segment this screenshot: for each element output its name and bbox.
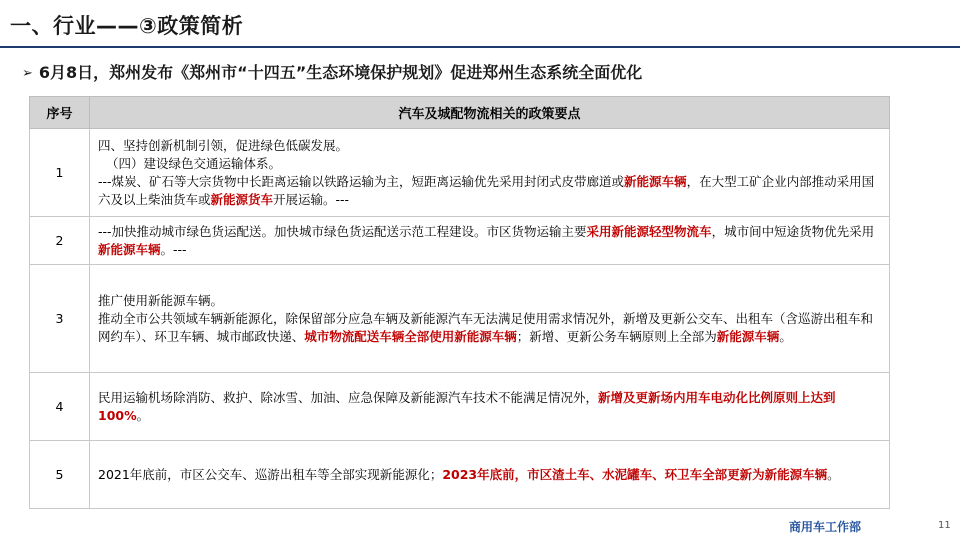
row-content [90,129,890,217]
row-text: ；新增、更新公务车辆原则上全部为 [516,328,717,344]
title-divider [0,46,960,48]
row-number: 3 [30,265,90,373]
policy-table [29,96,890,509]
row-text: 。 [827,466,840,482]
row-text: 。 [779,328,792,344]
table-row [30,265,890,373]
arrow-bullet-icon: ➢ [22,66,33,81]
header-index: 序号 [30,97,90,129]
highlight-text: 城市物流配送车辆全部使用新能源车辆 [304,328,517,344]
row-line [98,173,881,209]
table-row [30,373,890,441]
row-number: 4 [30,373,90,441]
row-text: 2021年底前，市区公交车、巡游出租车等全部实现新能源化； [98,466,443,482]
row-text: 。 [136,407,150,423]
footer-department: 商用车工作部 [789,520,862,534]
highlight-text: 新增及更新场内用车电动化比例原则上达到100% [98,389,836,423]
highlight-text: 新能源车辆 [98,241,161,257]
row-text: （四）建设绿色交通运输体系。 [106,155,282,171]
row-content [90,265,890,373]
row-text: 推动全市公共领域车辆新能源化，除保留部分应急车辆及新能源汽车无法满足使用需求情况外，新增及更新公交车、出租车（含巡游出租车和网约车）、环卫车辆、城市邮政快递、 [98,310,874,344]
table-header-row [30,97,890,129]
row-text: ，在大型工矿企业内部推动采用国六及以上柴油货车或 [98,173,875,207]
highlight-text: 新能源车辆 [716,328,780,344]
table-row [30,217,890,265]
highlight-text: 2023年底前，市区渣土车、水泥罐车、环卫车全部更新为新能源车辆 [442,466,828,482]
table-row [30,441,890,509]
row-number: 2 [30,217,90,265]
row-text: 民用运输机场除消防、救护、除冰雪、加油、应急保障及新能源汽车技术不能满足情况外， [98,389,599,405]
row-line [98,155,881,173]
row-content [90,441,890,509]
row-content [90,373,890,441]
row-text: ---煤炭、矿石等大宗货物中长距离运输以铁路运输为主，短距离运输优先采用封闭式皮带廊道或 [98,173,625,189]
subtitle [22,60,642,83]
highlight-text: 采用新能源轻型物流车 [586,223,712,239]
row-number: 1 [30,129,90,217]
row-line [98,310,881,346]
header-policy: 汽车及城配物流相关的政策要点 [90,97,890,129]
row-text: ，城市间中短途货物优先采用 [711,223,875,239]
subtitle-text: 6月8日，郑州发布《郑州市“十四五”生态环境保护规划》促进郑州生态系统全面优化 [38,63,643,82]
table-row [30,129,890,217]
row-text: 开展运输。--- [273,191,350,207]
highlight-text: 新能源货车 [210,191,274,207]
page-title: 一、行业——③政策简析 [10,14,244,38]
row-text: 。--- [160,241,187,257]
highlight-text: 新能源车辆 [624,173,687,189]
row-line: 推广使用新能源车辆。 [98,292,224,308]
row-number: 5 [30,441,90,509]
page-number: 11 [938,520,951,531]
row-line: 四、坚持创新机制引领，促进绿色低碳发展。 [98,137,349,153]
row-text: ---加快推动城市绿色货运配送。加快城市绿色货运配送示范工程建设。市区货物运输主要 [98,223,587,239]
row-content [90,217,890,265]
